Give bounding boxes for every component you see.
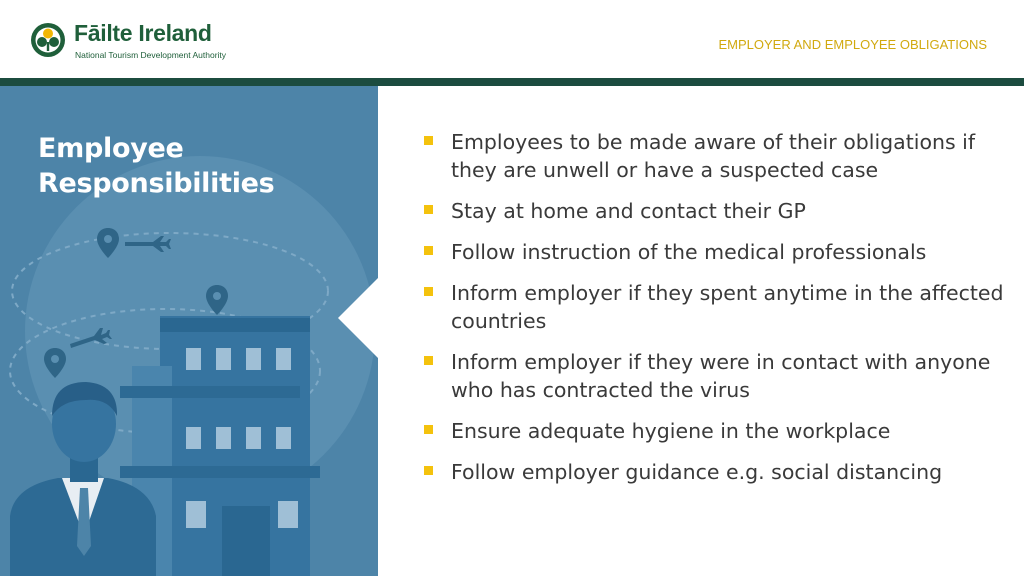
list-item: [424, 458, 1004, 486]
list-item: [424, 417, 1004, 445]
bullet-text: Inform employer if they spent anytime in the affected countries: [451, 281, 1004, 333]
bullet-marker-icon: [424, 466, 433, 475]
list-item: [424, 348, 1004, 404]
bullet-marker-icon: [424, 425, 433, 434]
bullet-text: Follow instruction of the medical professionals: [451, 240, 927, 264]
header-rule: [0, 78, 1024, 86]
failte-ireland-logo-icon: [30, 22, 66, 58]
bullet-text: Follow employer guidance e.g. social distancing: [451, 460, 943, 484]
bullet-list: [424, 128, 1004, 499]
list-item: [424, 238, 1004, 266]
bullet-text: Employees to be made aware of their obligations if they are unwell or have a suspected case: [451, 130, 976, 182]
list-item: [424, 197, 1004, 225]
left-panel: [0, 86, 378, 576]
bullet-text: Ensure adequate hygiene in the workplace: [451, 419, 891, 443]
logo-tagline: National Tourism Development Authority: [75, 50, 227, 60]
bullet-marker-icon: [424, 136, 433, 145]
header: [0, 0, 1024, 78]
bullet-marker-icon: [424, 356, 433, 365]
list-item: [424, 128, 1004, 184]
panel-title-line1: Employee: [38, 133, 184, 164]
panel-pointer: [338, 276, 380, 360]
logo-name: Fāilte Ireland: [74, 20, 212, 46]
bullet-text: Inform employer if they were in contact with anyone who has contracted the virus: [451, 350, 991, 402]
panel-title: [38, 131, 274, 201]
panel-title-line2: Responsibilities: [38, 168, 275, 199]
list-item: [424, 279, 1004, 335]
bullet-marker-icon: [424, 287, 433, 296]
section-title: EMPLOYER AND EMPLOYEE OBLIGATIONS: [718, 37, 987, 52]
bullet-text: Stay at home and contact their GP: [451, 199, 806, 223]
bullet-marker-icon: [424, 205, 433, 214]
bullet-marker-icon: [424, 246, 433, 255]
